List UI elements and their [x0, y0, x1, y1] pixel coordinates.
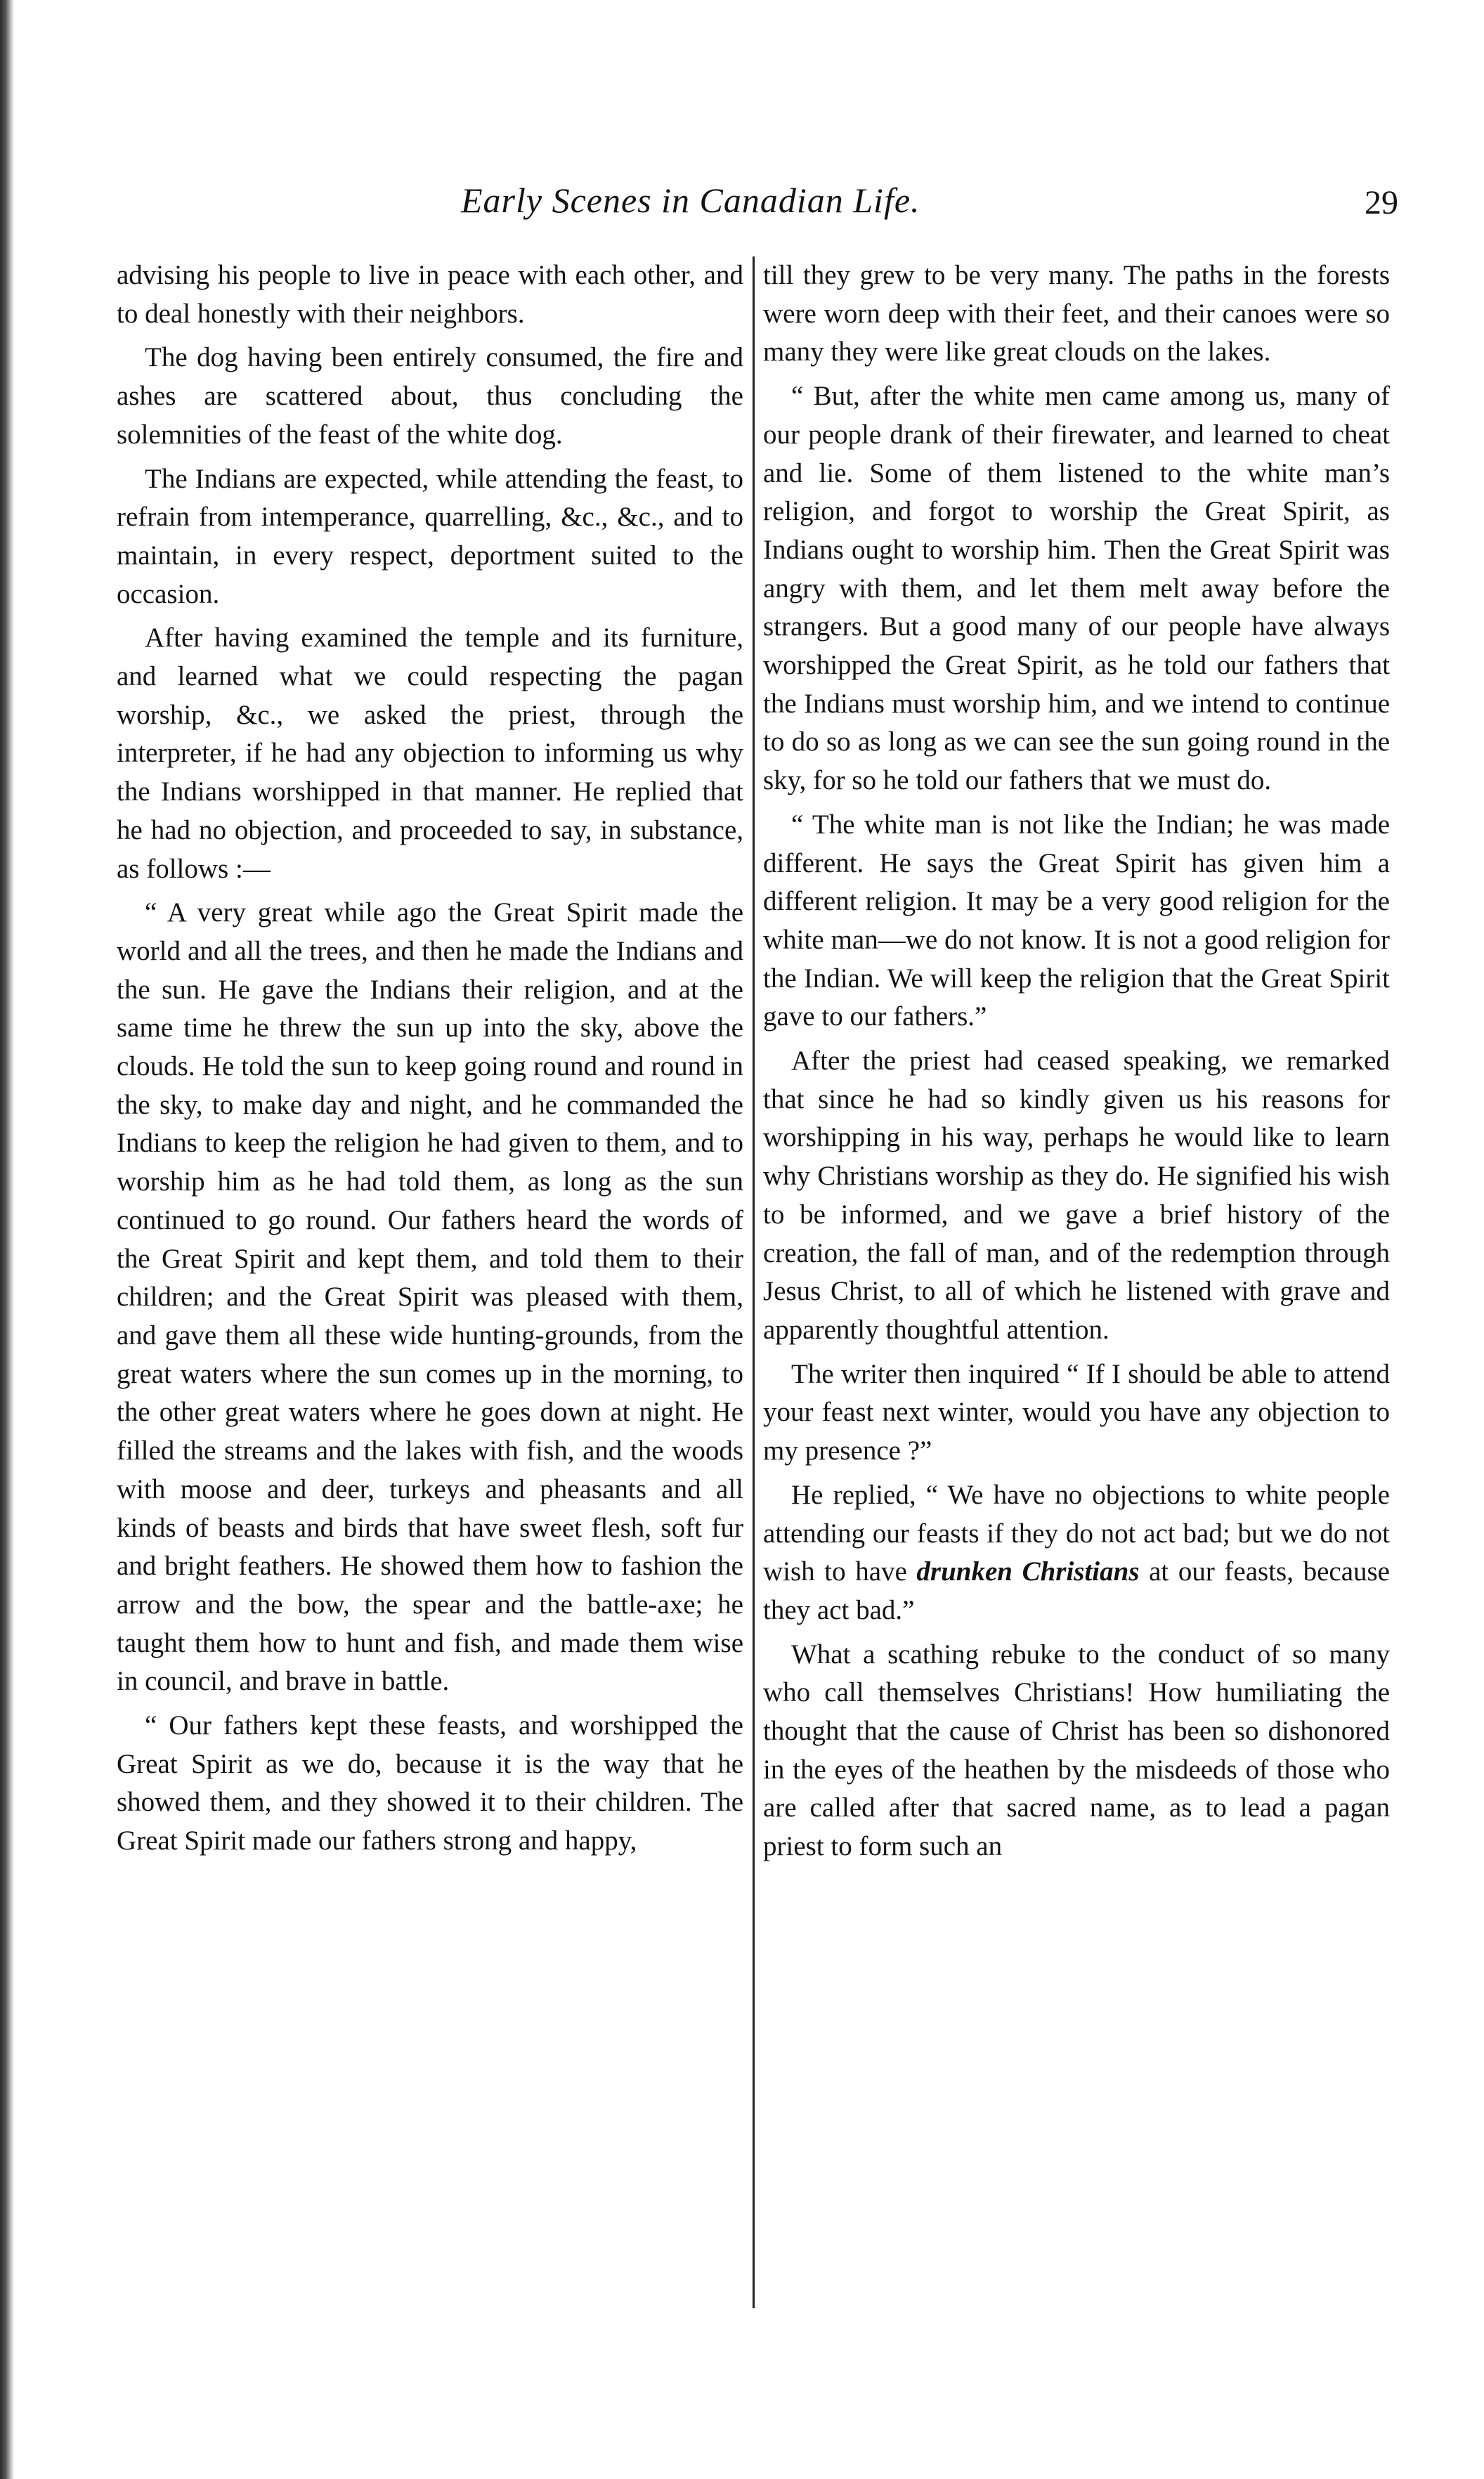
page-number: 29: [1365, 184, 1398, 221]
paragraph: till they grew to be very many. The paths in the forests were worn deep with their feet, and their canoes were so many they were like great clouds on the lakes.: [763, 260, 1390, 367]
emphasized-text: drunken Christians: [916, 1556, 1140, 1587]
right-column: [763, 256, 1390, 1872]
left-column: [117, 256, 743, 1866]
paragraph-text: at our feasts, because they act bad.”: [763, 1556, 1390, 1625]
paragraph: [763, 1476, 1390, 1630]
column-divider: [753, 256, 755, 2308]
paragraph: “ The white man is not like the Indian; he was made different. He says the Great Spirit has given him a different religion. It may be a very good religion for the white man—we do not know. It is not a good religion for the Indian. We will keep the religion that the Great Spirit gave to our fathers.”: [763, 809, 1390, 1032]
paragraph: “ Our fathers kept these feasts, and worshipped the Great Spirit as we do, because it is the way that he showed them, and they showed it to their children. The Great Spirit made our fathers strong and happy,: [117, 1710, 743, 1856]
paragraph: What a scathing rebuke to the conduct of so many who call themselves Christians! How humiliating the thought that the cause of Christ has been so dishonored in the eyes of the heathen by the misdeeds of those who are called after that sacred name, as to lead a pagan priest to form such an: [763, 1639, 1390, 1862]
paragraph: advising his people to live in peace with each other, and to deal honestly with their neighbors.: [117, 260, 743, 329]
page-header: [112, 172, 1398, 228]
paragraph: The dog having been entirely consumed, the fire and ashes are scattered about, thus concluding the solemnities of the feast of the white dog.: [117, 342, 743, 450]
running-title: Early Scenes in Canadian Life.: [461, 181, 920, 220]
paragraph-text: He replied, “ We have no objections to white people attending our feasts if they do not act bad; but we do not wish to have: [763, 1479, 1390, 1587]
paragraph: After having examined the temple and its furniture, and learned what we could respecting the pagan worship, &c., we asked the priest, through the interpreter, if he had any objection to informing us why the Indians worshipped in that manner. He replied that he had no objection, and proceeded to say, in substance, as follows :—: [117, 623, 743, 884]
paragraph: The Indians are expected, while attending the feast, to refrain from intemperance, quarrelling, &c., &c., and to maintain, in every respect, deportment suited to the occasion.: [117, 463, 743, 609]
paragraph: After the priest had ceased speaking, we remarked that since he had so kindly given us his reasons for worshipping in his way, perhaps he would like to learn why Christians worship as they do. He signified his wish to be informed, and we gave a brief history of the creation, the fall of man, and of the redemption through Jesus Christ, to all of which he listened with grave and apparently thoughtful attention.: [763, 1046, 1390, 1345]
paragraph: The writer then inquired “ If I should be able to attend your feast next winter, would you have any objection to my presence ?”: [763, 1358, 1390, 1466]
paragraph: “ A very great while ago the Great Spirit made the world and all the trees, and then he made the Indians and the sun. He gave the Indians their religion, and at the same time he threw the sun up into the sky, above the clouds. He told the sun to keep going round and round in the sky, to make day and night, and he commanded the Indians to keep the religion he had given to them, and to worship him as he had told them, as long as the sun continued to go round. Our fathers heard the words of the Great Spirit and kept them, and told them to their children; and the Great Spirit was pleased with them, and gave them all these wide hunting-grounds, from the great waters where the sun comes up in the morning, to the other great waters where he goes down at night. He filled the streams and the lakes with fish, and the woods with moose and deer, turkeys and pheasants and all kinds of beasts and birds that have sweet flesh, soft fur and bright feathers. He showed them how to fashion the arrow and the bow, the spear and the battle-axe; he taught them how to hunt and fish, and made them wise in council, and brave in battle.: [117, 897, 743, 1697]
paragraph: “ But, after the white men came among us, many of our people drank of their firewater, and learned to cheat and lie. Some of them listened to the white man’s religion, and forgot to worship the Great Spirit, as Indians ought to worship him. Then the Great Spirit was angry with them, and let them melt away before the strangers. But a good many of our people have always worshipped the Great Spirit, as he told our fathers that the Indians must worship him, and we intend to continue to do so as long as we can see the sun going round in the sky, for so he told our fathers that we must do.: [763, 381, 1390, 796]
page-binding-edge: [0, 0, 14, 2479]
